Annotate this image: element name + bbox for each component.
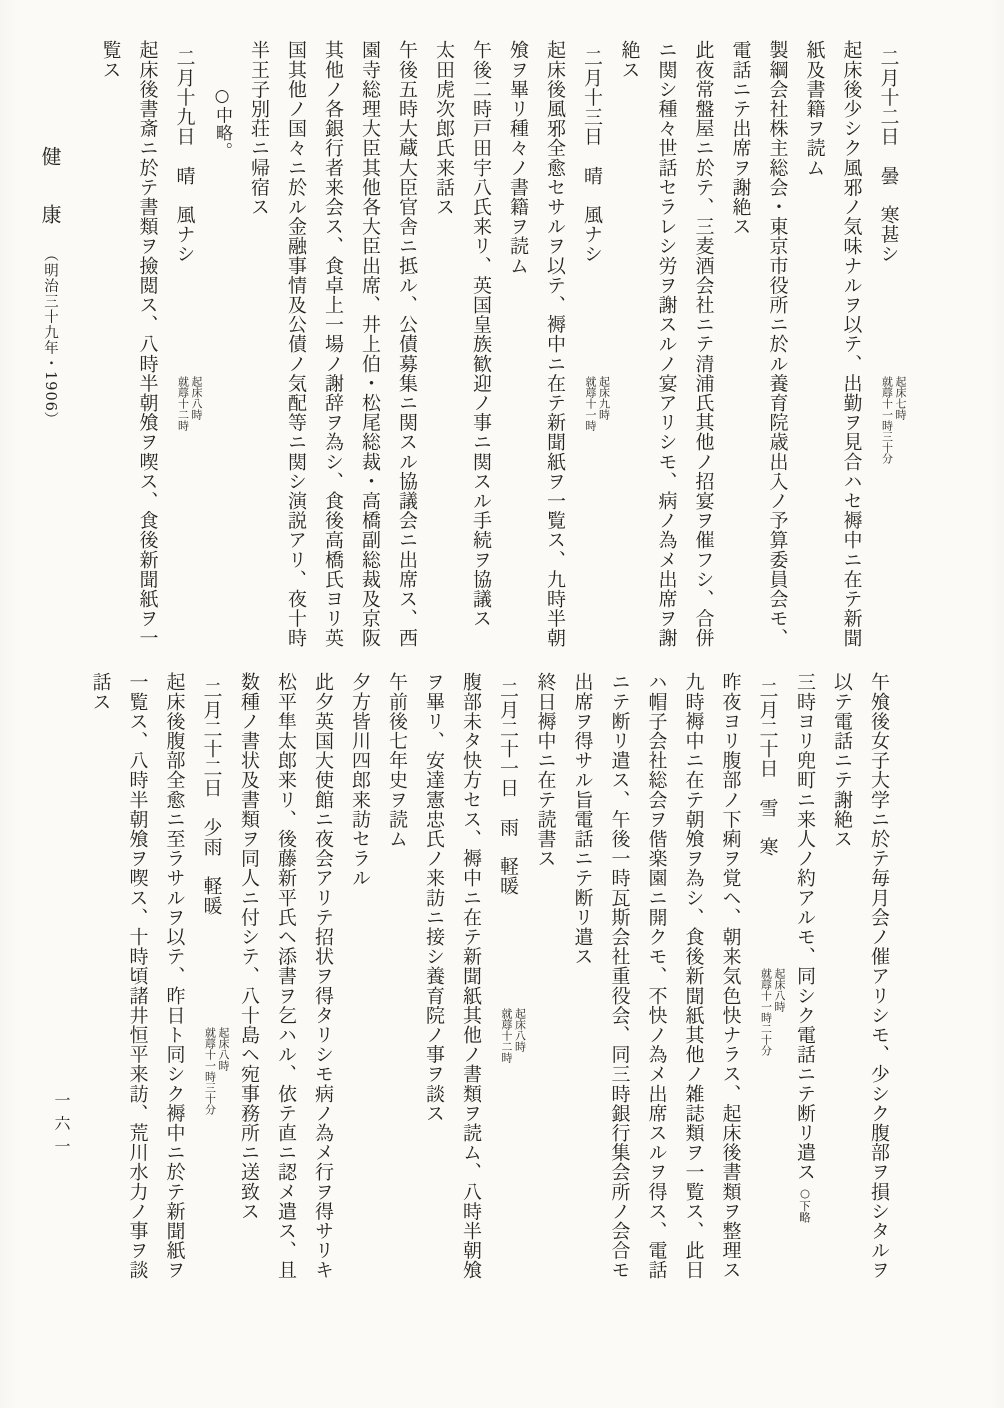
page-number: 一六一 [52,1092,71,1161]
diary-date-line: 二月十九日 晴 風ナシ 起床八時 就蓐十二時 [173,48,203,431]
diary-text-line: 電話ニテ出席ヲ謝絶ス [729,40,752,236]
diary-text-line: 松平隼太郎来リ、後藤新平氏ヘ添書ヲ乞ハル、依テ直ニ認メ遣ス、且 [275,672,297,1280]
diary-text-line: 起床後風邪全愈セサルヲ以テ、褥中ニ在テ新聞紙ヲ一覧ス、九時半朝 [544,40,566,648]
diary-text-line: 午後二時戸田宇八氏来リ、英国皇族歓迎ノ事ニ関スル手続ヲ協議ス [470,40,492,628]
diary-date-line: 二月十二日 曇 寒甚シ 起床七時 就蓐十一時三十分 [877,48,907,464]
diary-text-line: 出席ヲ得サル旨電話ニテ断リ遣ス [571,672,594,966]
rise-bed-time-note: 起床八時 就蓐十一時三十分 [203,1027,230,1116]
diary-text-line: ヲ畢リ、安達憲忠氏ノ来訪ニ接シ養育院ノ事ヲ談ス [423,672,445,1123]
diary-text-line: 起床後腹部全愈ニ至ラサルヲ以テ、昨日ト同シク褥中ニ於テ新聞紙ヲ [163,672,186,1280]
chapter-subtitle: （明治三十九年・1906） [42,247,58,428]
diary-text-line: ニ関シ種々世話セラレシ労ヲ謝スルノ宴アリシモ、病ノ為メ出席ヲ謝 [655,40,678,648]
diary-text-line: ニテ断リ遣ス、午後一時瓦斯会社重役会、同三時銀行集会所ノ会合モ [608,672,631,1280]
rise-bed-time-note: 起床七時 就蓐十一時三十分 [880,375,907,464]
diary-text-line: 午飧後女子大学ニ於テ毎月会ノ催アリシモ、少シク腹部ヲ損シタルヲ [868,672,890,1280]
diary-bottom-register [82,672,898,1302]
diary-text-line: 園寺総理大臣其他各大臣出席、井上伯・松尾総裁・高橋副総裁及京阪 [359,40,381,648]
rise-bed-time-note: 起床八時 就蓐十二時 [500,1007,527,1063]
diary-date-line: 二月十三日 晴 風ナシ 起床九時 就蓐十一時 [581,48,611,431]
diary-text-line: 紙及書籍ヲ読ム [803,40,826,178]
diary-text-line: 太田虎次郎氏来話ス [433,40,455,217]
rise-bed-time-note: 起床八時 就蓐十二時 [176,375,203,431]
diary-top-register [92,40,908,658]
diary-text-line: 起床後書斎ニ於テ書類ヲ撿閲ス、八時半朝飧ヲ喫ス、食後新聞紙ヲ一 [136,40,159,648]
diary-text-line: 半王子別荘ニ帰宿ス [248,40,270,217]
diary-text-line: 一覧ス、八時半朝飧ヲ喫ス、十時頃諸井恒平来訪、荒川水力ノ事ヲ談 [126,672,149,1280]
rise-bed-time-note: 起床八時 就蓐十一時二十分 [759,968,786,1057]
diary-text-line: 午後五時大蔵大臣官舎ニ抵ル、公債募集ニ関スル協議会ニ出席ス、西 [396,40,418,648]
diary-date-line: 二月二十二日 少雨 軽暖 起床八時 就蓐十一時三十分 [200,680,230,1116]
diary-text-line: 夕方皆川四郎来訪セラル [349,672,371,888]
diary-text-line: 数種ノ書状及書類ヲ同人ニ付シテ、八十島ヘ宛事務所ニ送致ス [238,672,260,1221]
rise-bed-time-note: 起床九時 就蓐十一時 [584,375,611,431]
diary-text-line: 起床後少シク風邪ノ気味ナルヲ以テ、出勤ヲ見合ハセ褥中ニ在テ新聞 [840,40,863,648]
diary-text-line: 午前後七年史ヲ読ム [386,672,408,849]
diary-text-line: 国其他ノ国々ニ於ル金融事情及公債ノ気配等ニ関シ演説アリ、夜十時 [285,40,307,648]
diary-text-line: 腹部未タ快方セス、褥中ニ在テ新聞紙其他ノ書類ヲ読ム、八時半朝飧 [460,672,482,1280]
diary-text-line: 其他ノ各銀行者来会ス、食卓上一場ノ謝辞ヲ為シ、食後高橋氏ヨリ英 [322,40,344,648]
abbreviation-note: ○下略 [798,1185,812,1223]
chapter-title: 健 康 [38,146,62,233]
diary-text-line: 覧ス [99,40,122,80]
omission-marker: ○中略。 [212,86,232,160]
running-header [36,146,65,427]
diary-text-line: 昨夜ヨリ腹部ノ下痢ヲ覚ヘ、朝来気色快ナラス、起床後書類ヲ整理ス [719,672,742,1280]
diary-text-line: ハ帽子会社総会ヲ偕楽園ニ開クモ、不快ノ為メ出席スルヲ得ス、電話 [645,672,668,1280]
diary-text-line: 終日褥中ニ在テ読書ス [534,672,557,868]
diary-text-line: 製綱会社株主総会・東京市役所ニ於ル養育院歳出入ノ予算委員会モ、 [766,40,789,648]
diary-text-line: 此夕英国大使館ニ夜会アリテ招状ヲ得タリシモ病ノ為メ行ヲ得サリキ [312,672,334,1280]
diary-text-line: 九時褥中ニ在テ朝飧ヲ為シ、食後新聞紙其他ノ雑誌類ヲ一覧ス、此日 [682,672,705,1280]
diary-text-line: 三時ヨリ兜町ニ来人ノ約アルモ、同シク電話ニテ断リ遣ス○下略 [794,672,816,1223]
diary-text-line: 以テ電話ニテ謝絶ス [831,672,853,849]
diary-text-line: 飧ヲ畢リ種々ノ書籍ヲ読ム [507,40,529,276]
diary-date-line: 二月二十一日 雨 軽暖 起床八時 就蓐十二時 [497,680,527,1063]
diary-text-line: 絶ス [618,40,641,80]
diary-text-line: 話ス [89,672,112,712]
diary-date-line: 二月二十日 雪 寒 起床八時 就蓐十一時二十分 [756,680,786,1057]
diary-text-line: 此夜常盤屋ニ於テ、三麦酒会社ニテ清浦氏其他ノ招宴ヲ催フシ、合併 [692,40,715,648]
